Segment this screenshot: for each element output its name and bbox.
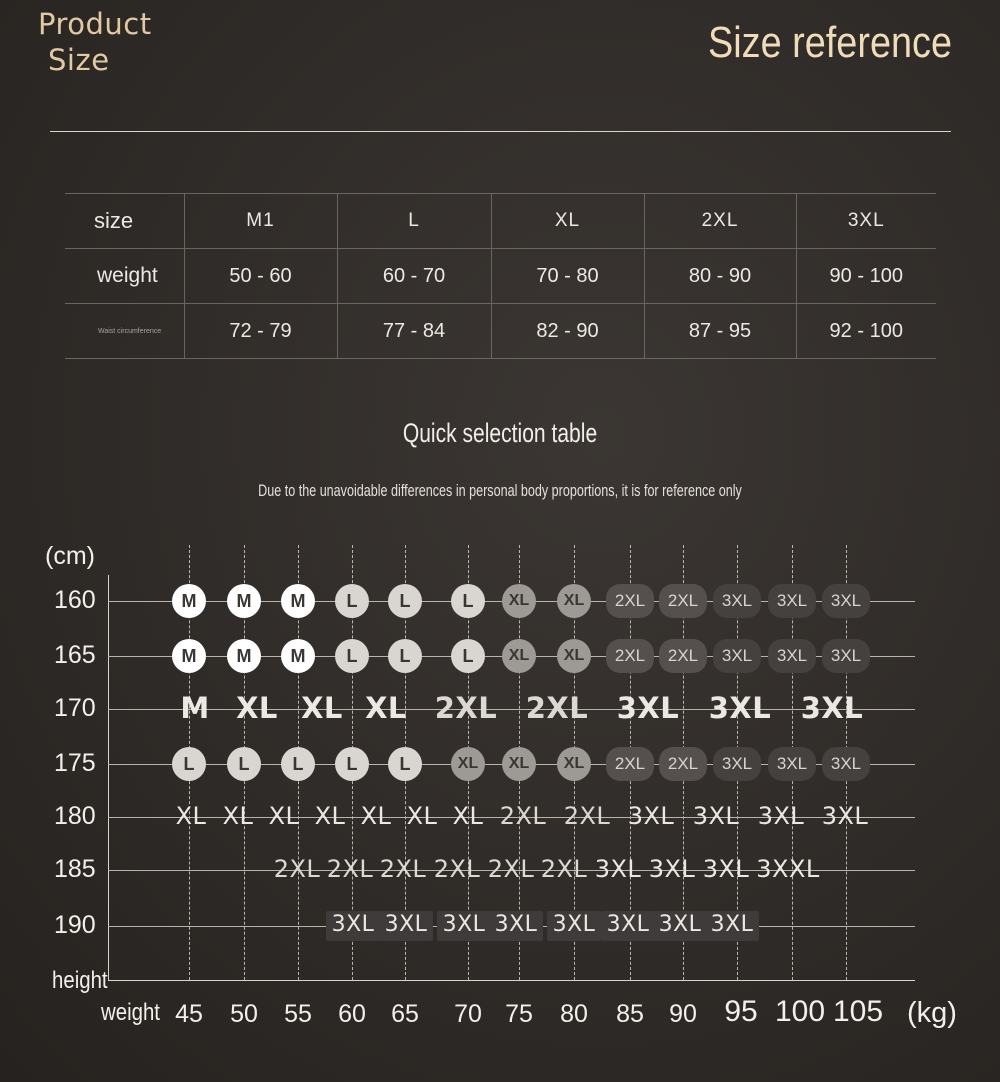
size-marker: L <box>451 639 485 673</box>
size-label: 3XL <box>331 912 375 938</box>
size-marker: XL <box>502 747 536 781</box>
weight-tick-label: 90 <box>669 1000 697 1028</box>
size-label: XL <box>452 802 484 831</box>
size-label: 3XL <box>800 691 864 726</box>
size-label: 3XL <box>442 912 486 938</box>
height-tick-label: 180 <box>54 802 96 830</box>
size-col-m1: M1 <box>184 194 337 249</box>
size-marker: XL <box>557 639 591 673</box>
x-axis-label: weight <box>101 999 160 1026</box>
size-col-3xl: 3XL <box>796 194 936 249</box>
size-marker: L <box>388 584 422 618</box>
size-label: 2XL <box>499 802 547 831</box>
weight-tick-label: 75 <box>505 1000 533 1028</box>
size-label: XL <box>175 802 207 831</box>
size-label: XL <box>236 691 278 726</box>
size-label: XL <box>314 802 346 831</box>
height-tick-label: 175 <box>54 749 96 777</box>
size-label: 3XL <box>658 912 702 938</box>
size-col-l: L <box>337 194 491 249</box>
weight-tick-label: 100 <box>774 995 826 1028</box>
waist-row-label: Waist circumference <box>65 304 184 359</box>
table-cell: 82 - 90 <box>491 304 644 359</box>
size-label: 2XL <box>379 855 427 884</box>
size-marker: 2XL <box>606 584 654 618</box>
size-marker: 3XL <box>713 747 761 781</box>
product-size-line1: Product <box>38 7 152 41</box>
table-cell: 90 - 100 <box>796 249 936 304</box>
size-label: 3XL <box>384 912 428 938</box>
y-axis-label: height <box>52 967 108 994</box>
size-marker: L <box>172 747 206 781</box>
product-size-line2: Size <box>48 43 110 77</box>
size-marker: 3XL <box>713 584 761 618</box>
size-marker: XL <box>557 584 591 618</box>
size-marker: 3XL <box>822 584 870 618</box>
size-marker: 3XL <box>822 747 870 781</box>
size-header-label: size <box>65 194 184 249</box>
size-label: XL <box>301 691 343 726</box>
height-tick-label: 165 <box>54 641 96 669</box>
y-axis-unit: (cm) <box>45 542 95 570</box>
table-cell: 80 - 90 <box>644 249 796 304</box>
size-col-xl: XL <box>491 194 644 249</box>
weight-tick-label: 80 <box>560 1000 588 1028</box>
size-label: 3XL <box>710 912 754 938</box>
size-marker: XL <box>557 747 591 781</box>
size-label: XL <box>360 802 392 831</box>
size-label: 3XXL <box>756 855 820 884</box>
size-marker: M <box>227 584 261 618</box>
size-marker: 2XL <box>606 639 654 673</box>
x-axis <box>108 980 915 981</box>
weight-tick-label: 105 <box>832 995 884 1028</box>
size-marker: 3XL <box>768 584 816 618</box>
quick-selection-title: Quick selection table <box>402 418 598 448</box>
size-marker: M <box>281 584 315 618</box>
weight-tick-label: 95 <box>724 995 758 1028</box>
size-marker: L <box>335 584 369 618</box>
table-cell: 77 - 84 <box>337 304 491 359</box>
size-label: XL <box>268 802 300 831</box>
size-label: 3XL <box>702 855 750 884</box>
table-cell: 70 - 80 <box>491 249 644 304</box>
weight-row-label: weight <box>65 249 184 304</box>
size-marker: L <box>388 747 422 781</box>
size-marker: XL <box>451 747 485 781</box>
size-label: 2XL <box>487 855 535 884</box>
weight-tick-label: 65 <box>391 1000 419 1028</box>
size-marker: 2XL <box>659 584 707 618</box>
weight-tick-label: 45 <box>175 1000 203 1028</box>
size-label: XL <box>365 691 407 726</box>
size-label: 3XL <box>627 802 675 831</box>
size-marker: 2XL <box>606 747 654 781</box>
size-label: 2XL <box>525 691 589 726</box>
x-axis-unit: (kg) <box>907 997 957 1029</box>
table-cell: 72 - 79 <box>184 304 337 359</box>
size-marker: M <box>172 584 206 618</box>
size-label: 3XL <box>757 802 805 831</box>
size-label: 3XL <box>648 855 696 884</box>
size-marker: XL <box>502 639 536 673</box>
size-label: 2XL <box>434 691 498 726</box>
weight-tick-label: 55 <box>284 1000 312 1028</box>
height-tick-label: 185 <box>54 855 96 883</box>
size-marker: L <box>335 639 369 673</box>
size-label: XL <box>222 802 254 831</box>
weight-tick-label: 85 <box>616 1000 644 1028</box>
size-label: 2XL <box>273 855 321 884</box>
size-col-2xl: 2XL <box>644 194 796 249</box>
table-cell: 50 - 60 <box>184 249 337 304</box>
table-cell: 87 - 95 <box>644 304 796 359</box>
size-label: 3XL <box>821 802 869 831</box>
weight-tick-label: 60 <box>338 1000 366 1028</box>
size-label: 3XL <box>708 691 772 726</box>
height-tick-label: 160 <box>54 586 96 614</box>
size-marker: L <box>388 639 422 673</box>
size-marker: M <box>227 639 261 673</box>
size-reference-title: Size reference <box>708 18 952 67</box>
size-marker: 3XL <box>713 639 761 673</box>
size-label: 2XL <box>563 802 611 831</box>
size-label: 3XL <box>692 802 740 831</box>
size-label: 2XL <box>433 855 481 884</box>
weight-tick-label: 70 <box>454 1000 482 1028</box>
size-label: 2XL <box>326 855 374 884</box>
size-marker: M <box>281 639 315 673</box>
size-label: 3XL <box>552 912 596 938</box>
table-cell: 60 - 70 <box>337 249 491 304</box>
size-label: 2XL <box>540 855 588 884</box>
size-marker: XL <box>502 584 536 618</box>
size-marker: 3XL <box>768 747 816 781</box>
size-label: XL <box>406 802 438 831</box>
size-marker: 2XL <box>659 639 707 673</box>
size-marker: M <box>172 639 206 673</box>
size-label: 3XL <box>606 912 650 938</box>
size-marker: 3XL <box>768 639 816 673</box>
size-label: M <box>180 691 210 726</box>
height-tick-label: 170 <box>54 694 96 722</box>
size-marker: 2XL <box>659 747 707 781</box>
size-marker: L <box>335 747 369 781</box>
quick-selection-note: Due to the unavoidable differences in personal body proportions, it is for reference only <box>258 481 742 500</box>
size-label: 3XL <box>494 912 538 938</box>
size-label: 3XL <box>616 691 680 726</box>
size-marker: L <box>451 584 485 618</box>
weight-tick-label: 50 <box>230 1000 258 1028</box>
size-marker: L <box>227 747 261 781</box>
table-cell: 92 - 100 <box>796 304 936 359</box>
size-marker: L <box>281 747 315 781</box>
size-label: 3XL <box>594 855 642 884</box>
height-tick-label: 190 <box>54 911 96 939</box>
size-marker: 3XL <box>822 639 870 673</box>
